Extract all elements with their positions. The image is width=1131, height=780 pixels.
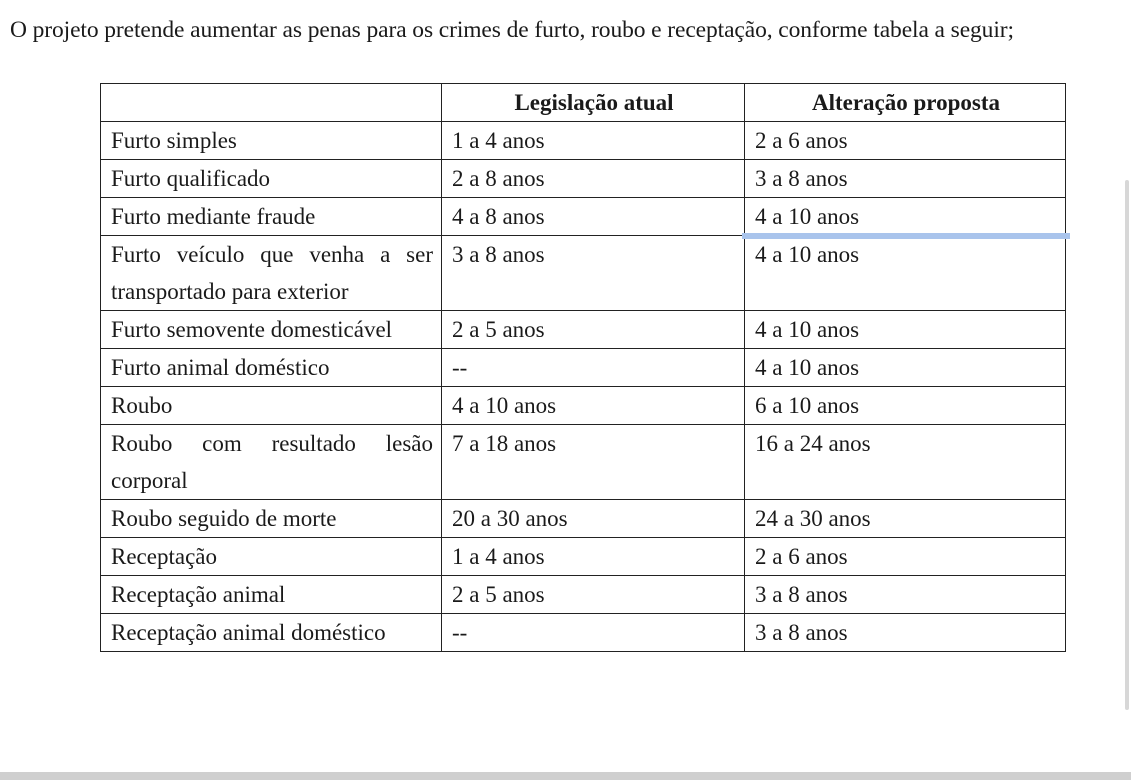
current-penalty-cell: 4 a 10 anos bbox=[442, 387, 745, 425]
proposed-penalty-cell: 4 a 10 anos bbox=[745, 311, 1066, 349]
table-row bbox=[101, 160, 1066, 198]
current-penalty-cell: 1 a 4 anos bbox=[442, 122, 745, 160]
table-row bbox=[101, 576, 1066, 614]
current-penalty-cell: -- bbox=[442, 349, 745, 387]
proposed-penalty-cell: 16 a 24 anos bbox=[745, 425, 1066, 500]
header-crime bbox=[101, 84, 442, 122]
proposed-penalty-cell: 2 a 6 anos bbox=[745, 538, 1066, 576]
proposed-penalty-cell: 3 a 8 anos bbox=[745, 614, 1066, 652]
proposed-penalty-cell: 2 a 6 anos bbox=[745, 122, 1066, 160]
bottom-divider bbox=[0, 772, 1131, 780]
vertical-scrollbar[interactable] bbox=[1125, 180, 1129, 710]
crime-cell: Roubo com resultado lesão corporal bbox=[101, 425, 442, 500]
crime-cell: Receptação bbox=[101, 538, 442, 576]
current-penalty-cell: 2 a 8 anos bbox=[442, 160, 745, 198]
current-penalty-cell: -- bbox=[442, 614, 745, 652]
current-penalty-cell: 2 a 5 anos bbox=[442, 311, 745, 349]
proposed-penalty-cell: 3 a 8 anos bbox=[745, 576, 1066, 614]
current-penalty-cell: 3 a 8 anos bbox=[442, 236, 745, 311]
table-row bbox=[101, 538, 1066, 576]
crime-cell: Receptação animal doméstico bbox=[101, 614, 442, 652]
proposed-penalty-cell: 4 a 10 anos bbox=[745, 198, 1066, 236]
crime-cell: Furto qualificado bbox=[101, 160, 442, 198]
current-penalty-cell: 2 a 5 anos bbox=[442, 576, 745, 614]
current-penalty-cell: 4 a 8 anos bbox=[442, 198, 745, 236]
table-row bbox=[101, 500, 1066, 538]
crime-cell: Furto mediante fraude bbox=[101, 198, 442, 236]
proposed-penalty-cell: 3 a 8 anos bbox=[745, 160, 1066, 198]
penalty-comparison-table bbox=[100, 83, 1066, 652]
table-row bbox=[101, 349, 1066, 387]
proposed-penalty-cell: 24 a 30 anos bbox=[745, 500, 1066, 538]
header-current-law: Legislação atual bbox=[442, 84, 745, 122]
intro-paragraph: O projeto pretende aumentar as penas para os crimes de furto, roubo e receptação, conforme tabela a seguir; bbox=[10, 17, 1014, 43]
current-penalty-cell: 20 a 30 anos bbox=[442, 500, 745, 538]
crime-cell: Furto animal doméstico bbox=[101, 349, 442, 387]
text-selection-highlight bbox=[742, 233, 1070, 239]
table-row bbox=[101, 122, 1066, 160]
table-row bbox=[101, 236, 1066, 311]
table-header-row bbox=[101, 84, 1066, 122]
table-row bbox=[101, 614, 1066, 652]
table-row bbox=[101, 425, 1066, 500]
proposed-penalty-cell: 4 a 10 anos bbox=[745, 236, 1066, 311]
crime-cell: Roubo seguido de morte bbox=[101, 500, 442, 538]
header-proposed-change: Alteração proposta bbox=[745, 84, 1066, 122]
crime-cell: Receptação animal bbox=[101, 576, 442, 614]
current-penalty-cell: 7 a 18 anos bbox=[442, 425, 745, 500]
table-row bbox=[101, 311, 1066, 349]
crime-cell: Furto simples bbox=[101, 122, 442, 160]
crime-cell: Roubo bbox=[101, 387, 442, 425]
crime-cell: Furto semovente domesticável bbox=[101, 311, 442, 349]
proposed-penalty-cell: 4 a 10 anos bbox=[745, 349, 1066, 387]
current-penalty-cell: 1 a 4 anos bbox=[442, 538, 745, 576]
proposed-penalty-cell: 6 a 10 anos bbox=[745, 387, 1066, 425]
table-row bbox=[101, 387, 1066, 425]
table-row bbox=[101, 198, 1066, 236]
crime-cell: Furto veículo que venha a ser transportado para exterior bbox=[101, 236, 442, 311]
